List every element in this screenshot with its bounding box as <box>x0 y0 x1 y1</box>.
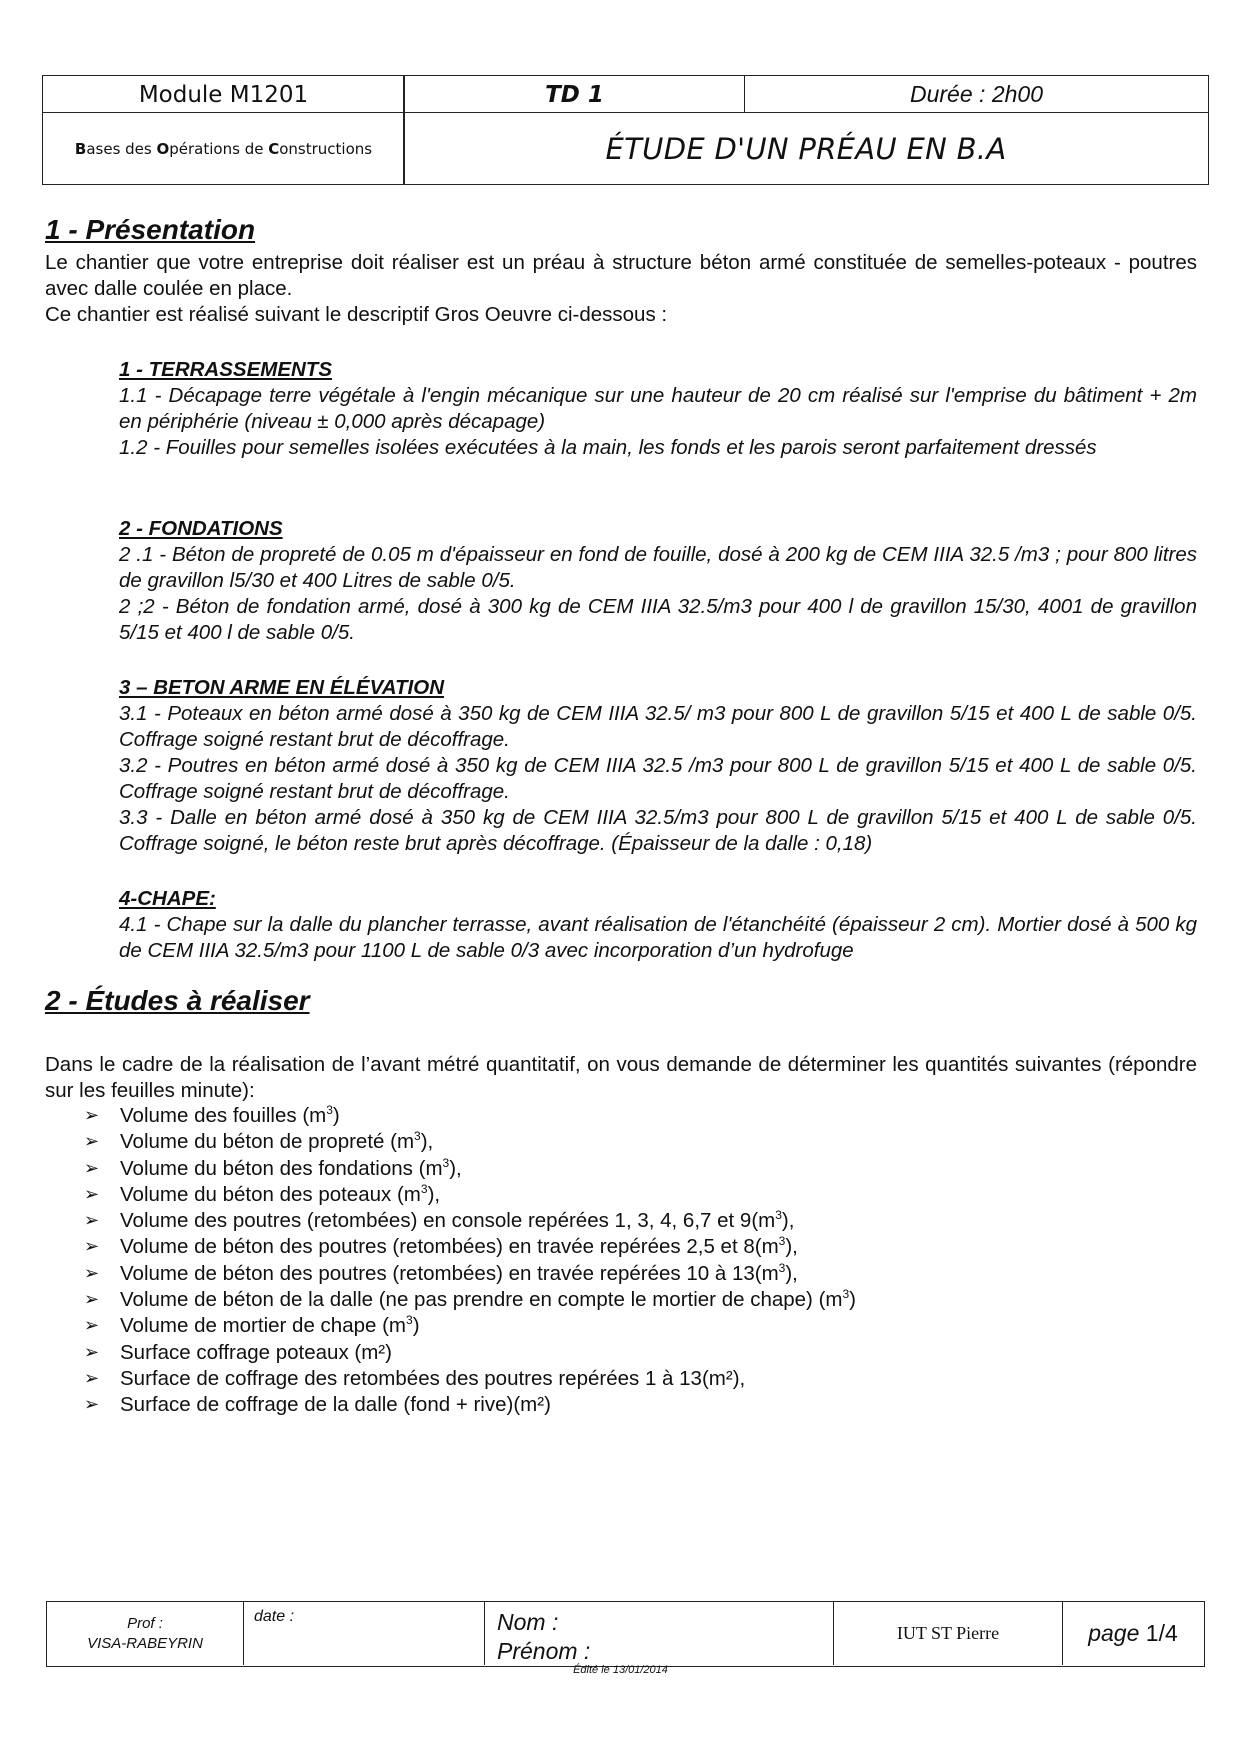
section-title-etudes: 2 - Études à réaliser <box>45 985 310 1016</box>
arrow-bullet-icon: ➢ <box>84 1105 100 1126</box>
td-number: TD 1 <box>545 81 604 108</box>
list-item: ➢ Volume de béton de la dalle (ne pas prendre en compte le mortier de chape) $(m^3)$ <box>84 1287 1197 1313</box>
list-item: ➢ Volume de mortier de chape $(m^3)$ <box>84 1313 1197 1339</box>
module-code: Module M1201 <box>138 81 309 108</box>
etudes-intro <box>45 1052 1197 1104</box>
arrow-bullet-icon: ➢ <box>84 1367 100 1389</box>
footer-date: date : <box>254 1608 295 1625</box>
subsection-title: 2 - FONDATIONS <box>119 517 283 540</box>
subsection-beton-arme <box>119 675 1197 857</box>
arrow-bullet-icon: ➢ <box>84 1183 100 1205</box>
arrow-bullet-icon: ➢ <box>84 1289 100 1311</box>
list-item: ➢ Surface de coffrage des retombées des poutres repérées 1 à 13(m²), <box>84 1366 1197 1392</box>
intro-paragraph-2: Ce chantier est réalisé suivant le descriptif Gros Oeuvre ci-dessous : <box>45 303 668 326</box>
list-item: ➢ Surface coffrage poteaux (m²) <box>84 1340 1197 1366</box>
list-item: ➢ Volume de béton des poutres (retombées) en travée repérées 2,5 et $8(m^3)$, <box>84 1234 1197 1260</box>
subsection-item: 2 ;2 - Béton de fondation armé, dosé à 300 kg de CEM IIIA 32.5/m3 pour 400 l de gravillon 15/30, 4001 de gravillon 5/15 et 400 l de sable 0/5. <box>119 595 1197 644</box>
prof-label: Prof : <box>127 1614 163 1632</box>
subsection-item: 3.1 - Poteaux en béton armé dosé à 350 kg de CEM IIIA 32.5/ m3 pour 800 L de gravillon 5/15 et 400 L de sable 0/5. Coffrage soigné restant brut de décoffrage. <box>119 702 1197 751</box>
subsection-terrassements <box>119 357 1197 461</box>
document-title: ÉTUDE D'UN PRÉAU EN B.A <box>605 132 1007 166</box>
subsection-title: 3 – BETON ARME EN ÉLÉVATION <box>119 676 445 699</box>
page-number: 1/4 <box>1145 1620 1178 1646</box>
arrow-bullet-icon: ➢ <box>84 1315 100 1337</box>
subsection-item: 4.1 - Chape sur la dalle du plancher terrasse, avant réalisation de l'étanchéité (épaisseur 2 cm). Mortier dosé à 500 kg de CEM IIIA 32.5/m3 pour 1100 L de sable 0/3 avec incorporation d’un hydrofuge <box>119 913 1197 962</box>
edited-date: Édité le 13/01/2014 <box>573 1664 668 1676</box>
intro-paragraph: Le chantier que votre entreprise doit réaliser est un préau à structure béton armé constituée de semelles-poteaux - poutres avec dalle coulée en place. <box>45 251 1197 300</box>
prenom-label: Prénom : <box>497 1638 591 1664</box>
list-item: ➢ Surface de coffrage de la dalle (fond + rive)(m²) <box>84 1392 1197 1418</box>
etudes-list <box>84 1103 1197 1419</box>
footer-school: IUT ST Pierre <box>896 1623 1000 1643</box>
header-module-box <box>42 75 405 185</box>
subsection-item: 1.2 - Fouilles pour semelles isolées exécutées à la main, les fonds et les parois seront parfaitement dressés <box>119 436 1097 459</box>
subsection-item: 1.1 - Décapage terre végétale à l'engin mécanique sur une hauteur de 20 cm réalisé sur l'emprise du bâtiment + 2m en périphérie (niveau ± 0,000 après décapage) <box>119 384 1197 433</box>
footer-prof <box>47 1602 243 1665</box>
etudes-intro-paragraph: Dans le cadre de la réalisation de l’avant métré quantitatif, on vous demande de déterminer les quantités suivantes (répondre sur les feuilles minute): <box>45 1053 1197 1102</box>
subsection-item: 3.3 - Dalle en béton armé dosé à 350 kg de CEM IIIA 32.5/m3 pour 800 L de gravillon 5/15 et 400 L de sable 0/5. Coffrage soigné, le béton reste brut après décoffrage. (Épaisseur de la dalle : 0,18) <box>119 806 1197 855</box>
page-label: page <box>1088 1620 1140 1646</box>
arrow-bullet-icon: ➢ <box>84 1394 100 1416</box>
arrow-bullet-icon: ➢ <box>84 1210 100 1232</box>
prof-name: VISA-RABEYRIN <box>87 1634 203 1652</box>
list-item: ➢ Volume des fouilles $(m^3)$ <box>84 1103 1197 1129</box>
list-item: ➢ Volume de béton des poutres (retombées) en travée repérées 10 à $13(m^3)$, <box>84 1261 1197 1287</box>
subsection-item: 2 .1 - Béton de propreté de 0.05 m d'épaisseur en fond de fouille, dosé à 200 kg de CEM IIIA 32.5 /m3 ; pour 800 litres de gravillon l5/30 et 400 Litres de sable 0/5. <box>119 543 1197 592</box>
arrow-bullet-icon: ➢ <box>84 1236 100 1258</box>
list-item: ➢ Volume du béton des fondations $(m^3)$, <box>84 1156 1197 1182</box>
subsection-fondations <box>119 516 1197 646</box>
subsection-item: 3.2 - Poutres en béton armé dosé à 350 kg de CEM IIIA 32.5 /m3 pour 800 L de gravillon 5/15 et 400 L de sable 0/5. Coffrage soigné restant brut de décoffrage. <box>119 754 1197 803</box>
duration: Durée : 2h00 <box>910 81 1043 107</box>
footer-page <box>1063 1602 1203 1665</box>
list-item: ➢ Volume des poutres (retombées) en console repérées 1, 3, 4, 6,7 et $9(m^3)$, <box>84 1208 1197 1234</box>
footer-nom <box>485 1602 833 1665</box>
list-item: ➢ Volume du béton des poteaux $(m^3)$, <box>84 1182 1197 1208</box>
subsection-title: 4-CHAPE: <box>119 887 216 910</box>
nom-label: Nom : <box>497 1609 559 1635</box>
presentation-intro <box>45 250 1197 328</box>
footer-box <box>46 1601 1205 1667</box>
arrow-bullet-icon: ➢ <box>84 1262 100 1284</box>
arrow-bullet-icon: ➢ <box>84 1341 100 1363</box>
list-item: ➢ Volume du béton de propreté $(m^3)$, <box>84 1129 1197 1155</box>
header-td-box <box>403 75 1209 185</box>
arrow-bullet-icon: ➢ <box>84 1157 100 1179</box>
subsection-title: 1 - TERRASSEMENTS <box>119 358 332 381</box>
section-title-presentation: 1 - Présentation <box>45 214 256 245</box>
module-subtitle: Bases des Opérations de Constructions <box>74 140 373 158</box>
subsection-chape <box>119 886 1197 964</box>
arrow-bullet-icon: ➢ <box>84 1131 100 1153</box>
